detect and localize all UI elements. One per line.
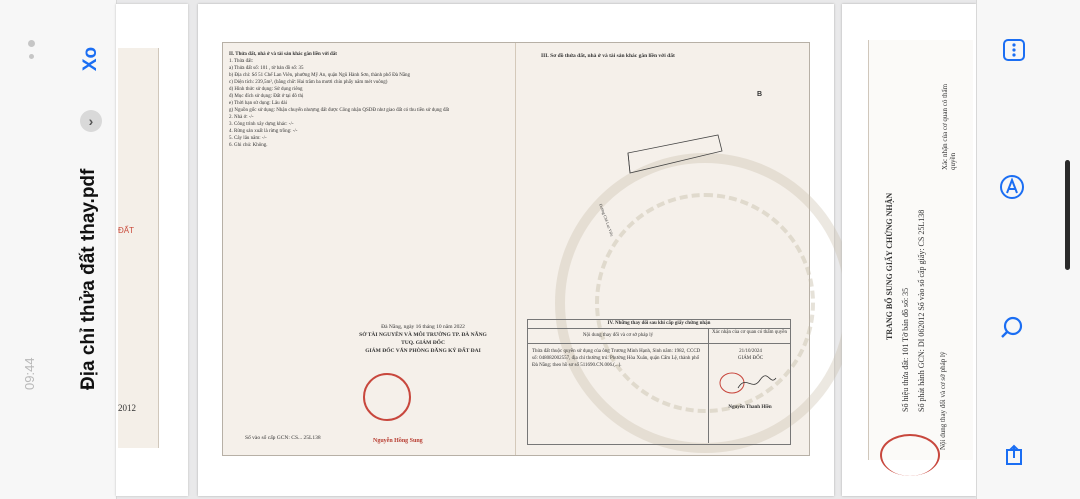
supplement-heading: TRANG BỔ SUNG GIẤY CHỨNG NHẬN [885,192,894,340]
certificate-spread [222,42,810,456]
scrollbar[interactable] [1065,160,1070,270]
table-title: IV. Những thay đổi sau khi cấp giấy chứng nhận [528,320,790,329]
line: e) Thời hạn sử dụng: Lâu dài [229,101,288,106]
diagram-heading: III. Sơ đồ thửa đất, nhà ở và tài sản khác gắn liền với đất [541,53,675,59]
signature-image [718,370,778,396]
changes-table [527,319,791,445]
more-icon[interactable] [1001,37,1027,63]
line: d) Hình thức sử dụng: Sử dụng riêng [229,87,303,92]
share-icon[interactable] [1001,444,1027,470]
line: a) Thửa đất số: 101 , tờ bản đồ số: 35 [229,66,304,71]
close-button[interactable]: Xo [80,46,101,72]
table-row-content: Thửa đất thuộc quyền sử dụng của ông Trương Minh Hạnh, Sinh năm: 1982, CCCD số: 048082002557, địa chỉ thường trú: Phường Hòa Xuân, quận Cẩm Lệ, thành phố Đà Nẵng; theo hồ sơ số 511690.CN.006.(...). [532,349,701,368]
line: c) Diện tích: 239,5m², (bằng chữ: Hai trăm ba mươi chín phẩy năm mét vuông) [229,80,388,85]
right-toolbar [976,0,1080,499]
line: 5. Cây lâu năm: -/- [229,136,267,141]
issuer-signature-block [333,323,513,355]
document-title: Địa chỉ thửa đất thay.pdf [78,168,99,390]
issue-date: Đà Nẵng, ngày 16 tháng 10 năm 2022 [381,324,465,330]
status-time: 09:44 [22,357,37,390]
line: 1. Thửa đất: [229,59,254,64]
previous-page-content [118,48,159,448]
table-header-content: Nội dung thay đổi và cơ sở pháp lý [528,329,709,344]
search-icon[interactable] [999,314,1025,340]
north-arrow-label: B [757,91,763,98]
street-label: Đường Chế Lan Viên [598,203,615,237]
supplement-line-1: Số hiệu thửa đất: 101 Tờ bản đồ số: 35 [901,287,910,412]
confirm-date: 21/10/2024 [739,349,762,354]
line: đ) Mục đích sử dụng: Đất ở tại đô thị [229,94,304,99]
supplement-col-1: Nội dung thay đổi và cơ sở pháp lý [939,351,947,450]
line: b) Địa chỉ: Số 51 Chế Lan Viên, phường Mỹ An, quận Ngũ Hành Sơn, thành phố Đà Nẵng [229,73,411,78]
table-row-confirm [713,348,788,362]
confirm-signer: Nguyễn Thanh Hiền [728,405,772,410]
left-sidebar [0,0,117,499]
confirm-role: GIÁM ĐỐC [737,356,764,361]
line: 2. Nhà ở: -/- [229,115,254,120]
issuer-tuq: TUQ. GIÁM ĐỐC [401,340,445,346]
land-plot-diagram [618,123,738,183]
issuer-office: GIÁM ĐỐC VĂN PHÒNG ĐĂNG KÝ ĐẤT ĐAI [365,348,481,354]
fold-line [515,43,516,455]
supplement-line-2: Số phát hành GCN: DI 062012 Số vào sổ cấp giấy: CS 25L138 [917,209,926,412]
chevron-right-icon[interactable]: › [80,110,102,132]
status-indicators [24,40,40,100]
section-heading: II. Thửa đất, nhà ở và tài sản khác gắn liền với đất [229,52,337,57]
line: 4. Rừng sản xuất là rừng trồng: -/- [229,129,298,134]
land-info-section [229,51,509,149]
signer-name: Nguyễn Hồng Sung [373,438,423,444]
table-header-confirm: Xác nhận của cơ quan có thẩm quyền [709,329,790,344]
line: 3. Công trình xây dựng khác: -/- [229,122,294,127]
seal-partial [880,434,940,476]
line: g) Nguồn gốc sử dụng: Nhận chuyển nhượng đất được Công nhận QSDĐ như giao đất có thu tiền sử dụng đất [229,108,450,113]
issuer-org: SỞ TÀI NGUYÊN VÀ MÔI TRƯỜNG TP. ĐÀ NẴNG [359,332,487,338]
year-text: 2012 [118,403,136,413]
red-heading: ĐẤT [118,226,134,235]
registration-number: Số vào sổ cấp GCN: CS... 25L138 [245,435,321,441]
next-page-content [868,40,973,460]
official-seal [363,373,411,421]
markup-icon[interactable] [999,174,1025,200]
line: 6. Ghi chú: Không. [229,143,268,148]
supplement-col-2: Xác nhận của cơ quan có thẩm quyền [941,83,957,170]
